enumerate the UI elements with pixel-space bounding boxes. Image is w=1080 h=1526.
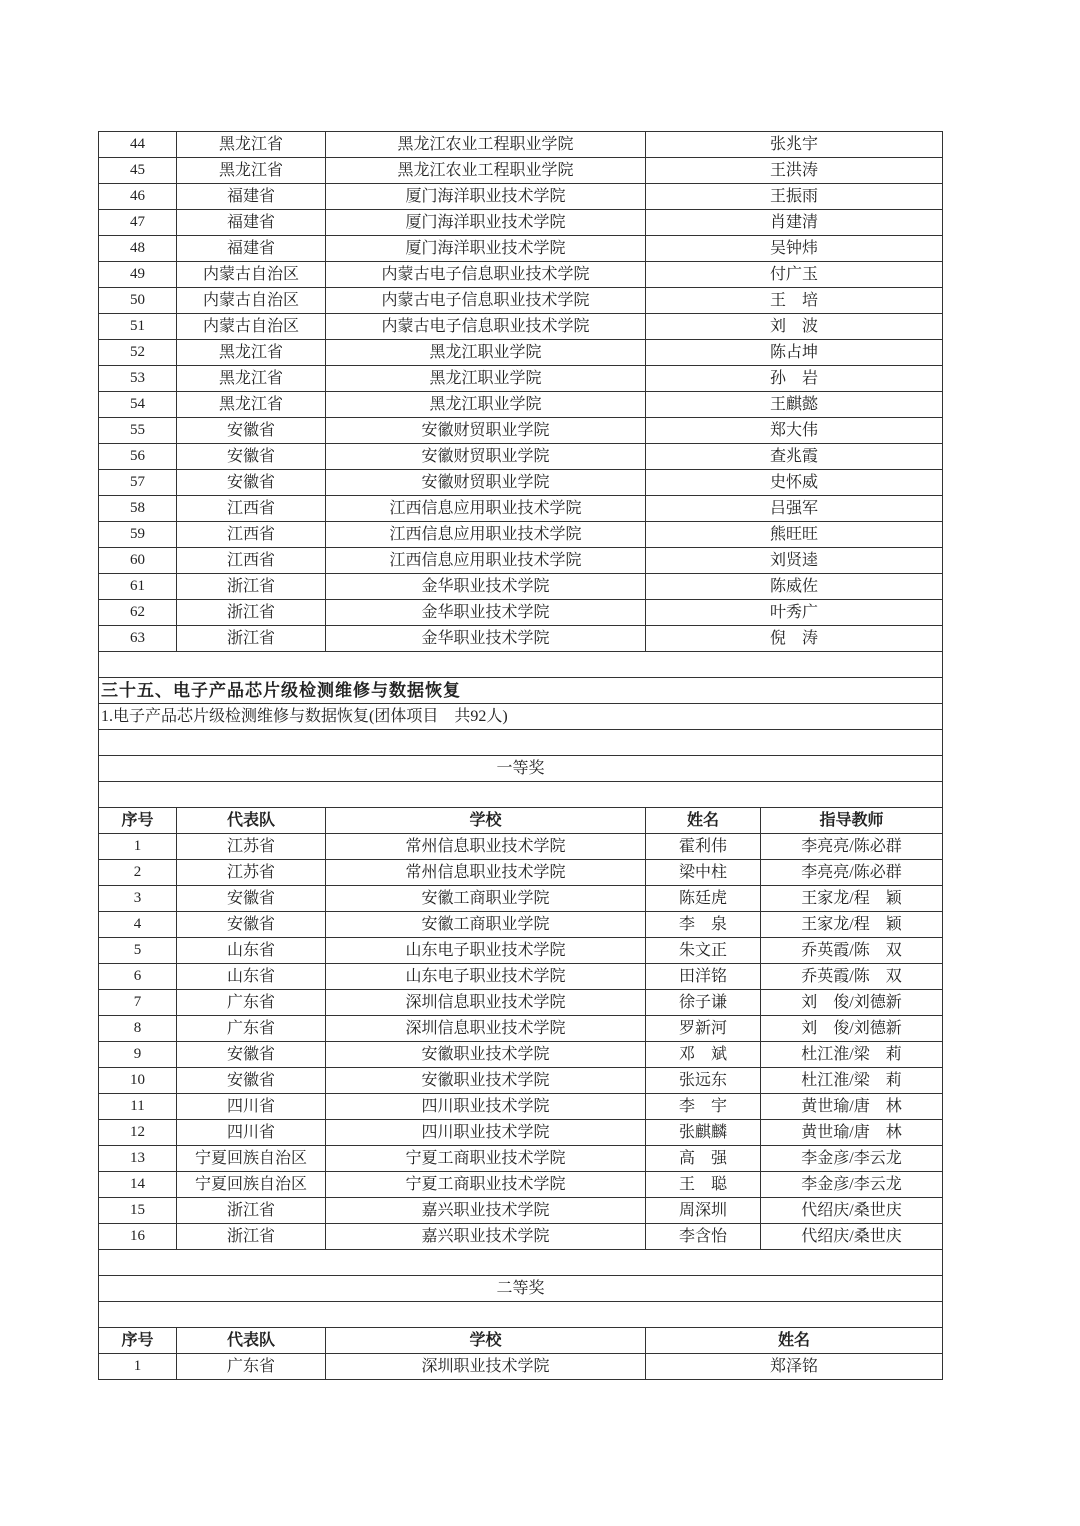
table-row [99, 366, 943, 392]
section-title-row [99, 678, 943, 704]
header-team-cell: 代表队 [177, 808, 326, 834]
team-cell: 浙江省 [177, 1224, 326, 1250]
school-cell: 深圳信息职业技术学院 [326, 990, 646, 1016]
table-row [99, 964, 943, 990]
seq-cell: 52 [99, 340, 177, 366]
empty-cell [99, 652, 943, 678]
empty-cell [99, 1250, 943, 1276]
table-row [99, 1094, 943, 1120]
name-cell: 王洪涛 [646, 158, 943, 184]
team-cell: 安徽省 [177, 886, 326, 912]
table-row [99, 288, 943, 314]
team-cell: 浙江省 [177, 600, 326, 626]
school-cell: 安徽职业技术学院 [326, 1042, 646, 1068]
school-cell: 嘉兴职业技术学院 [326, 1198, 646, 1224]
award-table [98, 131, 943, 1380]
school-cell: 金华职业技术学院 [326, 600, 646, 626]
team-cell: 宁夏回族自治区 [177, 1172, 326, 1198]
team-cell: 浙江省 [177, 626, 326, 652]
team-cell: 江西省 [177, 548, 326, 574]
school-cell: 黑龙江职业学院 [326, 392, 646, 418]
empty-cell [99, 730, 943, 756]
table-row [99, 522, 943, 548]
seq-cell: 59 [99, 522, 177, 548]
empty-row [99, 1302, 943, 1328]
team-cell: 内蒙古自治区 [177, 288, 326, 314]
table-row [99, 210, 943, 236]
empty-cell [99, 782, 943, 808]
table-row [99, 158, 943, 184]
team-cell: 黑龙江省 [177, 132, 326, 158]
school-cell: 安徽职业技术学院 [326, 1068, 646, 1094]
school-cell: 深圳信息职业技术学院 [326, 1016, 646, 1042]
empty-row [99, 782, 943, 808]
table-row [99, 340, 943, 366]
header-row [99, 808, 943, 834]
header-seq-cell: 序号 [99, 1328, 177, 1354]
name-cell: 陈廷虎 [646, 886, 761, 912]
school-cell: 山东电子职业技术学院 [326, 964, 646, 990]
name-cell: 查兆霞 [646, 444, 943, 470]
name-cell: 王 培 [646, 288, 943, 314]
seq-cell: 57 [99, 470, 177, 496]
school-cell: 安徽财贸职业学院 [326, 470, 646, 496]
school-cell: 黑龙江农业工程职业学院 [326, 132, 646, 158]
table-row [99, 1172, 943, 1198]
teacher-cell: 乔英霞/陈 双 [761, 938, 943, 964]
team-cell: 江苏省 [177, 834, 326, 860]
team-cell: 宁夏回族自治区 [177, 1146, 326, 1172]
team-cell: 江西省 [177, 522, 326, 548]
seq-cell: 61 [99, 574, 177, 600]
team-cell: 江西省 [177, 496, 326, 522]
table-row [99, 418, 943, 444]
name-cell: 王振雨 [646, 184, 943, 210]
school-cell: 四川职业技术学院 [326, 1120, 646, 1146]
table-row [99, 938, 943, 964]
prize-label-row [99, 1276, 943, 1302]
name-cell: 李 泉 [646, 912, 761, 938]
table-row [99, 1042, 943, 1068]
seq-cell: 44 [99, 132, 177, 158]
school-cell: 金华职业技术学院 [326, 626, 646, 652]
section-title: 三十五、电子产品芯片级检测维修与数据恢复 [99, 678, 943, 704]
school-cell: 江西信息应用职业技术学院 [326, 548, 646, 574]
name-cell: 田洋铭 [646, 964, 761, 990]
team-cell: 广东省 [177, 990, 326, 1016]
seq-cell: 62 [99, 600, 177, 626]
table-row [99, 574, 943, 600]
team-cell: 福建省 [177, 184, 326, 210]
name-cell: 王 聪 [646, 1172, 761, 1198]
seq-cell: 7 [99, 990, 177, 1016]
table-row [99, 470, 943, 496]
team-cell: 广东省 [177, 1354, 326, 1380]
team-cell: 山东省 [177, 938, 326, 964]
name-cell: 梁中柱 [646, 860, 761, 886]
school-cell: 厦门海洋职业技术学院 [326, 210, 646, 236]
seq-cell: 5 [99, 938, 177, 964]
name-cell: 高 强 [646, 1146, 761, 1172]
school-cell: 安徽工商职业学院 [326, 886, 646, 912]
seq-cell: 14 [99, 1172, 177, 1198]
name-cell: 张远东 [646, 1068, 761, 1094]
table-row [99, 132, 943, 158]
seq-cell: 49 [99, 262, 177, 288]
table-row [99, 314, 943, 340]
name-cell: 吕强军 [646, 496, 943, 522]
name-cell: 吴钟炜 [646, 236, 943, 262]
school-cell: 深圳职业技术学院 [326, 1354, 646, 1380]
name-cell: 张麒麟 [646, 1120, 761, 1146]
table-row [99, 236, 943, 262]
name-cell: 周深圳 [646, 1198, 761, 1224]
seq-cell: 45 [99, 158, 177, 184]
teacher-cell: 王家龙/程 颖 [761, 912, 943, 938]
teacher-cell: 杜江淮/梁 莉 [761, 1068, 943, 1094]
seq-cell: 15 [99, 1198, 177, 1224]
school-cell: 江西信息应用职业技术学院 [326, 522, 646, 548]
table-row [99, 886, 943, 912]
table-row [99, 1354, 943, 1380]
seq-cell: 4 [99, 912, 177, 938]
team-cell: 内蒙古自治区 [177, 262, 326, 288]
prize-label: 二等奖 [99, 1276, 943, 1302]
teacher-cell: 刘 俊/刘德新 [761, 990, 943, 1016]
name-cell: 朱文正 [646, 938, 761, 964]
school-cell: 黑龙江职业学院 [326, 366, 646, 392]
seq-cell: 46 [99, 184, 177, 210]
name-cell: 刘贤逵 [646, 548, 943, 574]
teacher-cell: 黄世瑜/唐 林 [761, 1120, 943, 1146]
seq-cell: 1 [99, 1354, 177, 1380]
seq-cell: 60 [99, 548, 177, 574]
name-cell: 霍利伟 [646, 834, 761, 860]
teacher-cell: 代绍庆/桑世庆 [761, 1198, 943, 1224]
name-cell: 罗新河 [646, 1016, 761, 1042]
seq-cell: 1 [99, 834, 177, 860]
school-cell: 江西信息应用职业技术学院 [326, 496, 646, 522]
team-cell: 安徽省 [177, 470, 326, 496]
school-cell: 黑龙江职业学院 [326, 340, 646, 366]
teacher-cell: 杜江淮/梁 莉 [761, 1042, 943, 1068]
name-cell: 肖建清 [646, 210, 943, 236]
school-cell: 四川职业技术学院 [326, 1094, 646, 1120]
empty-row [99, 1250, 943, 1276]
team-cell: 四川省 [177, 1120, 326, 1146]
seq-cell: 6 [99, 964, 177, 990]
table-row [99, 1224, 943, 1250]
team-cell: 四川省 [177, 1094, 326, 1120]
name-cell: 史怀威 [646, 470, 943, 496]
table-row [99, 600, 943, 626]
header-school-cell: 学校 [326, 808, 646, 834]
name-cell: 孙 岩 [646, 366, 943, 392]
school-cell: 宁夏工商职业技术学院 [326, 1172, 646, 1198]
teacher-cell: 李金彦/李云龙 [761, 1146, 943, 1172]
school-cell: 常州信息职业技术学院 [326, 860, 646, 886]
school-cell: 安徽财贸职业学院 [326, 418, 646, 444]
name-cell: 李 宇 [646, 1094, 761, 1120]
table-row [99, 548, 943, 574]
section-subtitle: 1.电子产品芯片级检测维修与数据恢复(团体项目 共92人) [99, 704, 943, 730]
table-row [99, 860, 943, 886]
team-cell: 江苏省 [177, 860, 326, 886]
subtitle-row [99, 704, 943, 730]
table-row [99, 626, 943, 652]
team-cell: 福建省 [177, 236, 326, 262]
table-row [99, 1146, 943, 1172]
header-school-cell: 学校 [326, 1328, 646, 1354]
empty-row [99, 652, 943, 678]
team-cell: 安徽省 [177, 444, 326, 470]
teacher-cell: 李金彦/李云龙 [761, 1172, 943, 1198]
empty-cell [99, 1302, 943, 1328]
school-cell: 厦门海洋职业技术学院 [326, 184, 646, 210]
school-cell: 安徽财贸职业学院 [326, 444, 646, 470]
teacher-cell: 乔英霞/陈 双 [761, 964, 943, 990]
table-row [99, 444, 943, 470]
school-cell: 内蒙古电子信息职业技术学院 [326, 288, 646, 314]
school-cell: 内蒙古电子信息职业技术学院 [326, 314, 646, 340]
name-cell: 张兆宇 [646, 132, 943, 158]
name-cell: 郑泽铭 [646, 1354, 943, 1380]
team-cell: 福建省 [177, 210, 326, 236]
seq-cell: 50 [99, 288, 177, 314]
table-row [99, 1120, 943, 1146]
header-seq-cell: 序号 [99, 808, 177, 834]
team-cell: 黑龙江省 [177, 340, 326, 366]
table-row [99, 1198, 943, 1224]
teacher-cell: 黄世瑜/唐 林 [761, 1094, 943, 1120]
seq-cell: 9 [99, 1042, 177, 1068]
team-cell: 浙江省 [177, 574, 326, 600]
school-cell: 黑龙江农业工程职业学院 [326, 158, 646, 184]
seq-cell: 11 [99, 1094, 177, 1120]
name-cell: 李含怡 [646, 1224, 761, 1250]
teacher-cell: 刘 俊/刘德新 [761, 1016, 943, 1042]
school-cell: 安徽工商职业学院 [326, 912, 646, 938]
team-cell: 安徽省 [177, 1042, 326, 1068]
team-cell: 安徽省 [177, 418, 326, 444]
teacher-cell: 李亮亮/陈必群 [761, 860, 943, 886]
name-cell: 陈占坤 [646, 340, 943, 366]
header-row [99, 1328, 943, 1354]
team-cell: 黑龙江省 [177, 158, 326, 184]
header-teacher-cell: 指导教师 [761, 808, 943, 834]
seq-cell: 54 [99, 392, 177, 418]
seq-cell: 3 [99, 886, 177, 912]
prize-label: 一等奖 [99, 756, 943, 782]
team-cell: 黑龙江省 [177, 366, 326, 392]
table-row [99, 184, 943, 210]
table-row [99, 990, 943, 1016]
prize-label-row [99, 756, 943, 782]
name-cell: 刘 波 [646, 314, 943, 340]
seq-cell: 47 [99, 210, 177, 236]
seq-cell: 63 [99, 626, 177, 652]
empty-row [99, 730, 943, 756]
school-cell: 厦门海洋职业技术学院 [326, 236, 646, 262]
seq-cell: 8 [99, 1016, 177, 1042]
team-cell: 浙江省 [177, 1198, 326, 1224]
teacher-cell: 代绍庆/桑世庆 [761, 1224, 943, 1250]
table-row [99, 834, 943, 860]
name-cell: 徐子谦 [646, 990, 761, 1016]
seq-cell: 16 [99, 1224, 177, 1250]
header-name-cell: 姓名 [646, 808, 761, 834]
name-cell: 郑大伟 [646, 418, 943, 444]
table-row [99, 262, 943, 288]
seq-cell: 55 [99, 418, 177, 444]
teacher-cell: 王家龙/程 颖 [761, 886, 943, 912]
header-team-cell: 代表队 [177, 1328, 326, 1354]
teacher-cell: 李亮亮/陈必群 [761, 834, 943, 860]
name-cell: 叶秀广 [646, 600, 943, 626]
seq-cell: 56 [99, 444, 177, 470]
table-row [99, 1016, 943, 1042]
table-row [99, 1068, 943, 1094]
seq-cell: 13 [99, 1146, 177, 1172]
school-cell: 金华职业技术学院 [326, 574, 646, 600]
school-cell: 嘉兴职业技术学院 [326, 1224, 646, 1250]
team-cell: 山东省 [177, 964, 326, 990]
seq-cell: 51 [99, 314, 177, 340]
seq-cell: 12 [99, 1120, 177, 1146]
school-cell: 山东电子职业技术学院 [326, 938, 646, 964]
team-cell: 广东省 [177, 1016, 326, 1042]
name-cell: 陈威佐 [646, 574, 943, 600]
school-cell: 常州信息职业技术学院 [326, 834, 646, 860]
seq-cell: 53 [99, 366, 177, 392]
name-cell: 倪 涛 [646, 626, 943, 652]
seq-cell: 2 [99, 860, 177, 886]
table-row [99, 392, 943, 418]
team-cell: 安徽省 [177, 912, 326, 938]
team-cell: 内蒙古自治区 [177, 314, 326, 340]
seq-cell: 48 [99, 236, 177, 262]
name-cell: 熊旺旺 [646, 522, 943, 548]
name-cell: 邓 斌 [646, 1042, 761, 1068]
school-cell: 宁夏工商职业技术学院 [326, 1146, 646, 1172]
name-cell: 付广玉 [646, 262, 943, 288]
table-row [99, 912, 943, 938]
header-name-cell: 姓名 [646, 1328, 943, 1354]
team-cell: 安徽省 [177, 1068, 326, 1094]
team-cell: 黑龙江省 [177, 392, 326, 418]
seq-cell: 58 [99, 496, 177, 522]
seq-cell: 10 [99, 1068, 177, 1094]
school-cell: 内蒙古电子信息职业技术学院 [326, 262, 646, 288]
table-row [99, 496, 943, 522]
name-cell: 王麒懿 [646, 392, 943, 418]
